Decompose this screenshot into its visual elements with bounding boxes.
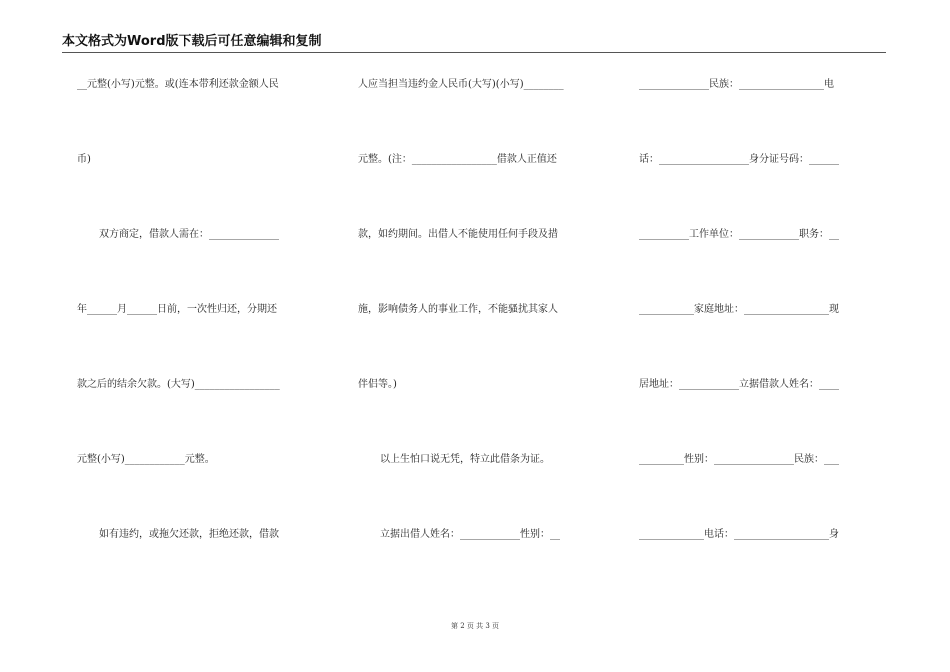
text-line: 话：__________________身分证号码：______ [639, 154, 839, 165]
text-line: 以上生怕口说无凭，特立此借条为证。 [380, 454, 550, 465]
text-line: 人应当担当违约金人民币(大写)(小写)________ [358, 79, 564, 90]
text-line: 年______月______日前，一次性归还，分期还 [77, 304, 277, 315]
text-line: 居地址：____________立据借款人姓名：____ [639, 379, 839, 390]
text-line: 元整。(注：_________________借款人正值还 [358, 154, 557, 165]
text-line: __元整(小写)元整。或(连本带利还款金额人民 [77, 79, 279, 90]
header-title: 本文格式为Word版下载后可任意编辑和复制 [62, 34, 322, 49]
text-line: ___________家庭地址：_________________现 [639, 304, 839, 315]
text-line: 币) [77, 154, 91, 165]
text-line: ______________民族：_________________电 [639, 79, 834, 90]
text-line: 立据出借人姓名：____________性别：__ [380, 529, 560, 540]
text-line: 款之后的结余欠款。(大写)_________________ [77, 379, 280, 390]
text-line: 元整(小写)____________元整。 [77, 454, 215, 465]
text-column-1 [77, 0, 327, 672]
text-line: 施，影响债务人的事业工作，不能骚扰其家人 [358, 304, 558, 315]
text-column-3 [639, 0, 889, 672]
text-line: 双方商定，借款人需在：______________ [99, 229, 279, 240]
page-number: 第 2 页 共 3 页 [450, 622, 500, 630]
text-line: __________工作单位：____________职务：__ [639, 229, 839, 240]
text-line: _________性别：________________民族：___ [639, 454, 839, 465]
text-line: _____________电话：___________________身 [639, 529, 839, 540]
text-line: 伴侣等。) [358, 379, 397, 390]
text-line: 如有违约，或拖欠还款，拒绝还款，借款 [99, 529, 279, 540]
text-column-2 [358, 0, 608, 672]
text-line: 款，如约期间。出借人不能使用任何手段及措 [358, 229, 558, 240]
